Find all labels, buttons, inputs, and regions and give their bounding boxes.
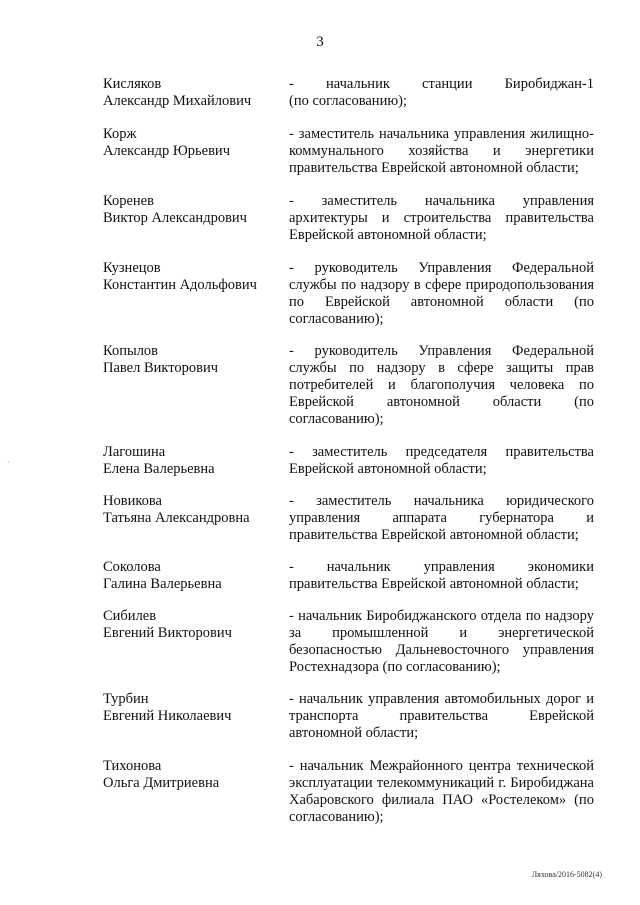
member-name <box>103 444 289 478</box>
member-surname: Новикова <box>103 493 162 509</box>
member-given-names: Евгений Николаевич <box>103 708 232 724</box>
member-position: - руководитель Управления Федеральной службы по надзору в сфере природопользования по Еврейской автономной области (по согласованию); <box>289 260 594 327</box>
member-entry <box>103 608 603 676</box>
member-position: - начальник Межрайонного центра технической эксплуатации телекоммуникаций г. Биробиджана Хабаровского филиала ПАО «Ростелеком» (по согласованию); <box>289 758 594 825</box>
member-surname: Лагошина <box>103 444 166 460</box>
member-entry <box>103 758 603 826</box>
member-name <box>103 193 289 244</box>
member-name <box>103 559 289 593</box>
member-entry <box>103 559 603 593</box>
member-name <box>103 343 289 428</box>
member-name <box>103 493 289 544</box>
member-surname: Тихонова <box>103 758 162 774</box>
member-name <box>103 260 289 328</box>
member-given-names: Галина Валерьевна <box>103 576 222 592</box>
member-given-names: Александр Михайлович <box>103 93 252 109</box>
page-number: 3 <box>316 34 324 50</box>
member-given-names: Ольга Дмитриевна <box>103 775 220 791</box>
member-name <box>103 691 289 742</box>
member-given-names: Александр Юрьевич <box>103 143 230 159</box>
member-position: - заместитель председателя правительства Еврейской автономной области; <box>289 444 594 477</box>
member-given-names: Елена Валерьевна <box>103 461 215 477</box>
member-list <box>103 76 603 826</box>
member-surname: Кисляков <box>103 76 162 92</box>
footer-document-code: Ляхова/2016-5082(4) <box>531 870 602 879</box>
member-given-names: Татьяна Александровна <box>103 510 250 526</box>
member-position: - заместитель начальника управления жилищно-коммунального хозяйства и энергетики правительства Еврейской автономной области; <box>289 126 594 176</box>
member-given-names: Константин Адольфович <box>103 277 257 293</box>
member-name <box>103 76 289 110</box>
member-entry <box>103 691 603 742</box>
member-entry <box>103 76 603 110</box>
member-position: - заместитель начальника юридического управления аппарата губернатора и правительства Еврейской автономной области; <box>289 493 594 543</box>
margin-mark: · <box>7 458 10 467</box>
member-name <box>103 126 289 177</box>
member-surname: Корж <box>103 126 137 142</box>
member-surname: Копылов <box>103 343 159 359</box>
member-given-names: Павел Викторович <box>103 360 219 376</box>
member-surname: Турбин <box>103 691 149 707</box>
member-position: - начальник управления автомобильных дорог и транспорта правительства Еврейской автономной области; <box>289 691 594 741</box>
member-surname: Коренев <box>103 193 154 209</box>
member-position: - начальник управления экономики правительства Еврейской автономной области; <box>289 559 594 592</box>
member-entry <box>103 493 603 544</box>
member-position: - руководитель Управления Федеральной службы по надзору в сфере защиты прав потребителей и благополучия человека по Еврейской автономной области (по согласованию); <box>289 343 594 427</box>
member-name <box>103 758 289 826</box>
member-entry <box>103 343 603 428</box>
member-name <box>103 608 289 676</box>
member-entry <box>103 444 603 478</box>
member-entry <box>103 260 603 328</box>
member-given-names: Евгений Викторович <box>103 625 232 641</box>
member-position: - начальник Биробиджанского отдела по надзору за промышленной и энергетической безопасностью Дальневосточного управления Ростехнадзора (по согласованию); <box>289 608 594 675</box>
member-surname: Сибилев <box>103 608 157 624</box>
member-entry <box>103 193 603 244</box>
member-entry <box>103 126 603 177</box>
member-surname: Кузнецов <box>103 260 161 276</box>
member-surname: Соколова <box>103 559 161 575</box>
member-position: - начальник станции Биробиджан-1 (по согласованию); <box>289 76 594 109</box>
member-position: - заместитель начальника управления архитектуры и строительства правительства Еврейской автономной области; <box>289 193 594 243</box>
member-given-names: Виктор Александрович <box>103 210 247 226</box>
